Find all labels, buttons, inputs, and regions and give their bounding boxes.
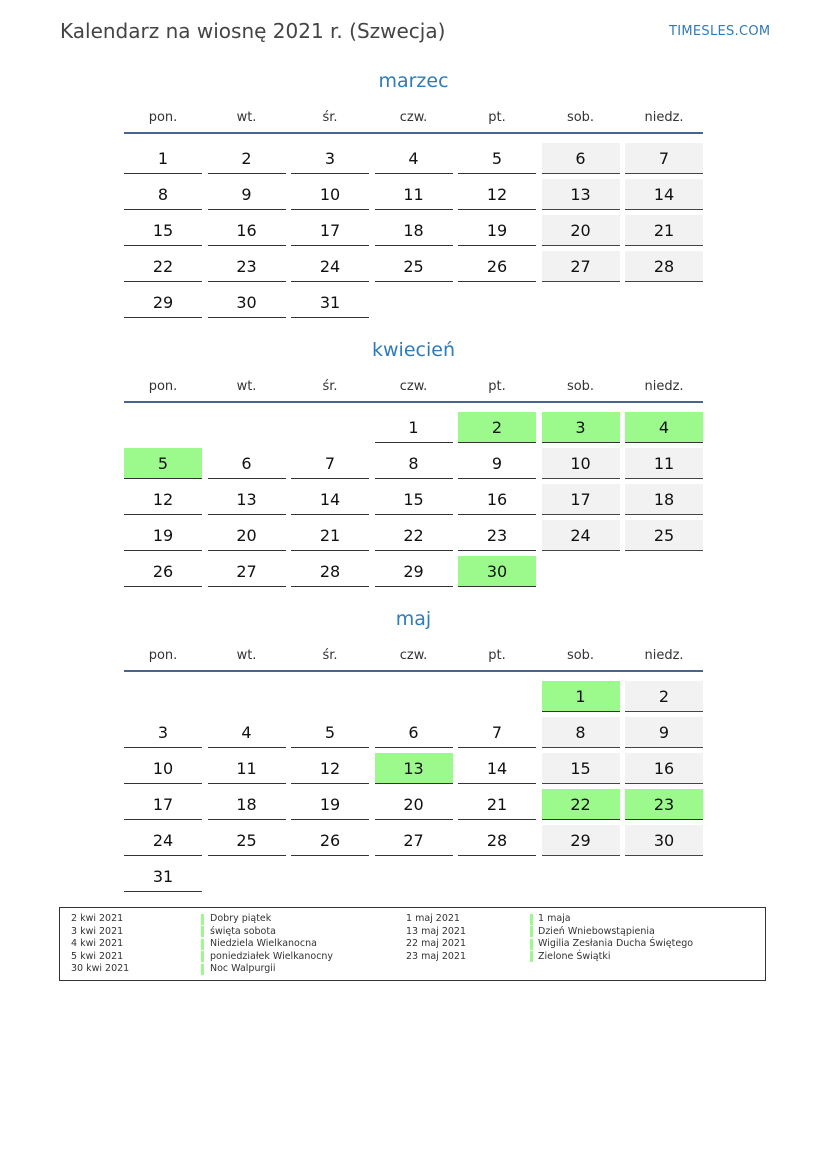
day-cell: 5 xyxy=(291,717,369,748)
weekday-label: niedz. xyxy=(644,110,684,125)
day-cell-weekend: 13 xyxy=(542,179,620,210)
day-cell: 26 xyxy=(124,556,202,587)
day-cell: 5 xyxy=(458,143,536,174)
holiday-legend xyxy=(59,907,766,981)
day-cell-weekend: 29 xyxy=(542,825,620,856)
day-cell: 3 xyxy=(291,143,369,174)
legend-holiday-marker xyxy=(201,964,204,975)
legend-holiday-name: święta sobota xyxy=(210,925,276,937)
day-cell-weekend: 20 xyxy=(542,215,620,246)
day-cell-weekend: 6 xyxy=(542,143,620,174)
day-cell-weekend: 16 xyxy=(625,753,703,784)
day-cell-weekend: 9 xyxy=(625,717,703,748)
legend-holiday-name: poniedziałek Wielkanocny xyxy=(210,950,334,962)
weekday-header xyxy=(124,110,703,128)
day-cell: 22 xyxy=(375,520,453,551)
day-cell: 30 xyxy=(208,287,286,318)
day-cell-holiday: 2 xyxy=(458,412,536,443)
day-cell-holiday: 23 xyxy=(625,789,703,820)
legend-date: 22 maj 2021 xyxy=(406,938,467,949)
day-cell: 7 xyxy=(291,448,369,479)
weekday-label: pt. xyxy=(488,648,506,663)
day-cell: 31 xyxy=(124,861,202,892)
day-cell: 12 xyxy=(124,484,202,515)
day-cell-weekend: 18 xyxy=(625,484,703,515)
weekday-label: pt. xyxy=(488,379,506,394)
legend-date: 4 kwi 2021 xyxy=(71,938,124,949)
day-cell-holiday: 5 xyxy=(124,448,202,479)
day-cell: 29 xyxy=(375,556,453,587)
day-cell-weekend: 21 xyxy=(625,215,703,246)
day-cell: 14 xyxy=(291,484,369,515)
header-divider xyxy=(124,132,703,134)
weekday-label: pon. xyxy=(148,648,178,663)
day-cell-weekend: 2 xyxy=(625,681,703,712)
legend-holiday-marker xyxy=(530,951,533,962)
weekday-label: sob. xyxy=(566,648,595,663)
legend-holiday-name: Wigilia Zesłania Ducha Świętego xyxy=(538,938,694,949)
legend-holiday-marker xyxy=(201,939,204,950)
day-cell: 13 xyxy=(208,484,286,515)
day-cell-weekend: 30 xyxy=(625,825,703,856)
day-cell: 6 xyxy=(208,448,286,479)
weekday-label: pon. xyxy=(148,110,178,125)
weekday-label: śr. xyxy=(322,648,338,663)
day-cell-holiday: 1 xyxy=(542,681,620,712)
day-cell: 28 xyxy=(458,825,536,856)
day-cell-weekend: 17 xyxy=(542,484,620,515)
day-cell-weekend: 25 xyxy=(625,520,703,551)
day-cell-holiday: 3 xyxy=(542,412,620,443)
day-cell: 14 xyxy=(458,753,536,784)
legend-holiday-marker xyxy=(530,926,533,937)
day-cell: 24 xyxy=(291,251,369,282)
day-cell: 18 xyxy=(208,789,286,820)
legend-holiday-marker xyxy=(201,926,204,937)
legend-holiday-name: Zielone Świątki xyxy=(538,950,611,962)
day-cell: 27 xyxy=(375,825,453,856)
day-cell: 15 xyxy=(375,484,453,515)
day-cell: 19 xyxy=(458,215,536,246)
day-cell: 25 xyxy=(375,251,453,282)
legend-holiday-name: Dzień Wniebowstąpienia xyxy=(538,925,655,937)
weekday-label: wt. xyxy=(236,110,257,125)
weekday-label: sob. xyxy=(566,379,595,394)
day-cell: 27 xyxy=(208,556,286,587)
day-cell-weekend: 28 xyxy=(625,251,703,282)
day-cell: 22 xyxy=(124,251,202,282)
legend-date: 13 maj 2021 xyxy=(406,925,467,937)
day-cell: 29 xyxy=(124,287,202,318)
day-cell: 20 xyxy=(375,789,453,820)
day-cell: 23 xyxy=(458,520,536,551)
day-cell: 17 xyxy=(291,215,369,246)
day-cell: 1 xyxy=(124,143,202,174)
day-cell: 11 xyxy=(375,179,453,210)
month-name: maj xyxy=(395,608,432,630)
day-cell: 4 xyxy=(375,143,453,174)
day-cell: 10 xyxy=(124,753,202,784)
day-cell: 21 xyxy=(291,520,369,551)
page-title: Kalendarz na wiosnę 2021 r. (Szwecja) xyxy=(60,19,446,43)
legend-holiday-name: Noc Walpurgii xyxy=(210,963,276,974)
legend-holiday-name: 1 maja xyxy=(538,913,571,924)
day-cell: 1 xyxy=(375,412,453,443)
day-cell: 9 xyxy=(208,179,286,210)
day-cell: 26 xyxy=(291,825,369,856)
legend-date: 5 kwi 2021 xyxy=(71,950,124,962)
day-cell: 12 xyxy=(458,179,536,210)
day-cell: 4 xyxy=(208,717,286,748)
day-cell: 23 xyxy=(208,251,286,282)
day-cell: 12 xyxy=(291,753,369,784)
weekday-label: niedz. xyxy=(644,379,684,394)
weekday-label: śr. xyxy=(322,379,338,394)
weekday-label: czw. xyxy=(399,379,428,394)
weekday-label: sob. xyxy=(566,110,595,125)
day-cell-holiday: 30 xyxy=(458,556,536,587)
day-cell: 6 xyxy=(375,717,453,748)
day-cell-weekend: 10 xyxy=(542,448,620,479)
weekday-label: czw. xyxy=(399,110,428,125)
day-cell: 28 xyxy=(291,556,369,587)
day-cell: 16 xyxy=(458,484,536,515)
legend-holiday-name: Niedziela Wielkanocna xyxy=(210,938,317,949)
day-cell: 24 xyxy=(124,825,202,856)
day-cell: 21 xyxy=(458,789,536,820)
header-divider xyxy=(124,401,703,403)
day-cell: 10 xyxy=(291,179,369,210)
weekday-label: pt. xyxy=(488,110,506,125)
day-cell-weekend: 27 xyxy=(542,251,620,282)
day-cell: 18 xyxy=(375,215,453,246)
day-cell: 15 xyxy=(124,215,202,246)
day-cell: 31 xyxy=(291,287,369,318)
legend-date: 2 kwi 2021 xyxy=(71,913,124,924)
month-name: marzec xyxy=(378,70,449,92)
legend-holiday-marker xyxy=(530,914,533,925)
day-cell: 11 xyxy=(208,753,286,784)
weekday-label: śr. xyxy=(322,110,338,125)
day-cell-weekend: 7 xyxy=(625,143,703,174)
legend-date: 1 maj 2021 xyxy=(406,913,460,924)
day-cell: 2 xyxy=(208,143,286,174)
legend-date: 3 kwi 2021 xyxy=(71,925,124,937)
day-cell: 19 xyxy=(291,789,369,820)
weekday-label: wt. xyxy=(236,379,257,394)
day-cell: 16 xyxy=(208,215,286,246)
legend-holiday-name: Dobry piątek xyxy=(210,913,272,924)
weekday-label: niedz. xyxy=(644,648,684,663)
weekday-header xyxy=(124,379,703,397)
day-cell: 9 xyxy=(458,448,536,479)
day-cell-holiday: 4 xyxy=(625,412,703,443)
legend-holiday-marker xyxy=(530,939,533,950)
weekday-label: wt. xyxy=(236,648,257,663)
legend-date: 23 maj 2021 xyxy=(406,950,467,962)
day-cell: 20 xyxy=(208,520,286,551)
brand-link[interactable]: TIMESLES.COM xyxy=(669,24,771,39)
day-cell-weekend: 11 xyxy=(625,448,703,479)
day-cell: 25 xyxy=(208,825,286,856)
day-cell-weekend: 24 xyxy=(542,520,620,551)
day-cell-holiday: 22 xyxy=(542,789,620,820)
legend-holiday-marker xyxy=(201,914,204,925)
legend-holiday-marker xyxy=(201,951,204,962)
weekday-header xyxy=(124,648,703,666)
day-cell-weekend: 15 xyxy=(542,753,620,784)
day-cell: 8 xyxy=(375,448,453,479)
legend-date: 30 kwi 2021 xyxy=(71,963,130,974)
day-cell: 26 xyxy=(458,251,536,282)
weekday-label: czw. xyxy=(399,648,428,663)
day-cell: 8 xyxy=(124,179,202,210)
month-name: kwiecień xyxy=(372,339,455,361)
weekday-label: pon. xyxy=(148,379,178,394)
day-cell: 3 xyxy=(124,717,202,748)
day-cell: 7 xyxy=(458,717,536,748)
day-cell-holiday: 13 xyxy=(375,753,453,784)
day-cell: 19 xyxy=(124,520,202,551)
day-cell: 17 xyxy=(124,789,202,820)
day-cell-weekend: 8 xyxy=(542,717,620,748)
header-divider xyxy=(124,670,703,672)
day-cell-weekend: 14 xyxy=(625,179,703,210)
